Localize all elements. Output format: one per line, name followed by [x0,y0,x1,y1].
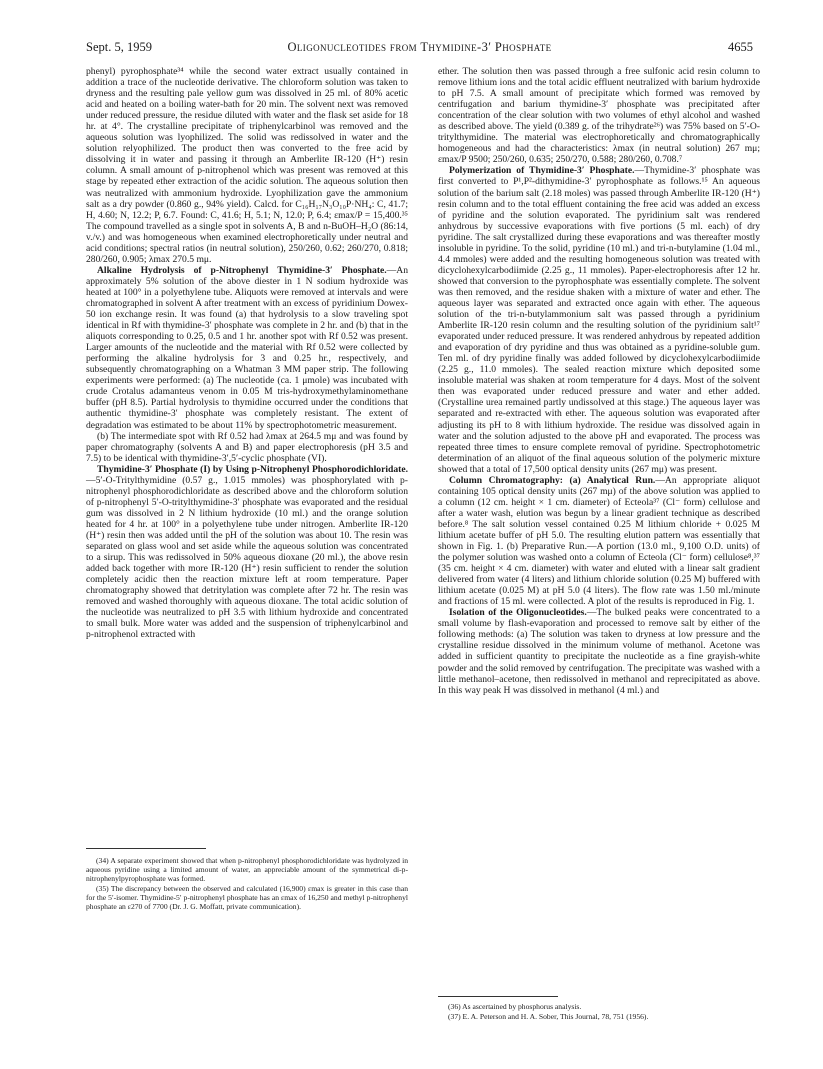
footnote: (35) The discrepancy between the observed and calculated (16,900) εmax is greater in this case than for the 5′-isomer. Thymidine-5′ p-nitrophenyl phosphate has an εmax of 16,250 and methyl p-nitrophenyl phosphate an ε270 of 7700 (Dr. J. G. Moffatt, private communication). [86,884,408,912]
section-heading: Alkaline Hydrolysis of p-Nitrophenyl Thymidine-3′ Phosphate. [97,264,387,276]
page-number: 4655 [728,40,753,54]
section-heading: Column Chromatography: (a) Analytical Run. [449,474,656,486]
paragraph [438,607,760,695]
header-title: Oligonucleotides from Thymidine-3′ Phosphate [287,40,552,54]
paragraph-text: —5′-O-Tritylthymidine (0.57 g., 1.015 mmoles) was phosphorylated with p-nitrophenyl phosphorodichloridate as described above and the chloroform solution of p-nitrophenyl 5′-O-tritylthymidine-3′ phosphate was evaporated and the residual gum was dissolved in 2 N lithium hydroxide (10 ml.) and the orange solution heated for 4 hr. at 100° in a polyethylene tube under nitrogen. Amberlite IR-120 (H⁺) resin then was added until the pH of the solution was about 10. The resin was separated on glass wool and set aside while the aqueous solution was concentrated to a sirup. This was redissolved in 50% aqueous dioxane (20 ml.), the above resin added back together with more IR-120 (H⁺) resin sufficient to render the solution completely acidic then the reaction mixture left at room temperature. Paper chromatography showed that detritylation was complete after 72 hr. The resin was removed and washed thoroughly with aqueous dioxane. The total acidic solution of the nucleotide was neutralized to pH 3.5 with lithium hydroxide and concentrated to small bulk. More water was added and the suspension of triphenylcarbinol and p-nitrophenol extracted with [86,474,408,641]
footnote: (34) A separate experiment showed that when p-nitrophenyl phosphorodichloridate was hydrolyzed in aqueous pyridine using a limited amount of water, an appreciable amount of the symmetrical di-p-nitrophenylpyrophosphate was formed. [86,856,408,884]
running-header [86,40,753,56]
paragraph-text: —Thymidine-3′ phosphate was first converted to P¹,P²-dithymidine-3′ pyrophosphate as follows.¹⁵ An aqueous solution of the barium salt (2.18 moles) was passed through Amberlite IR-120 (H⁺) resin column and to the total effluent containing the free acid was added an excess of pyridine and the solution evaporated. The pyridinium salt was rendered anhydrous by successive evaporations with five portions (5 ml. each) of dry pyridine. The salt crystallized during these evaporations and was thereafter mostly insoluble in pyridine. To the solid, pyridine (10 ml.) and tri-n-butylamine (1.04 ml., 4.4 mmoles) were added and the resulting homogeneous solution was treated with dicyclohexylcarbodiimide (2.25 g., 11 mmoles). Paper-electrophoresis after 12 hr. showed that conversion to the pyrophosphate was essentially complete. The solvent was then removed, and the residue shaken with a mixture of water and ether. The aqueous layer was separated and extracted once again with ether. The aqueous solution of the tri-n-butylammonium salt was passed through a pyridinium Amberlite IR-120 resin column and the resulting solution of the pyridinium salt¹⁷ evaporated under reduced pressure. It was rendered anhydrous by repeated addition and evaporation of dry pyridine and thus was obtained as a pyridine-soluble gum. Ten ml. of dry pyridine finally was added followed by dicyclohexylcarbodiimide (2.25 g., 11.0 mmoles). The sealed reaction mixture which deposited some insoluble material was shaken at room temperature for 4 days. Most of the solvent then was evaporated under reduced pressure and water and ether added. (Crystalline urea remained partly undissolved at this stage.) The aqueous layer was separated and re-extracted with ether. The aqueous solution was evaporated after adjusting its pH to 8 with lithium hydroxide. The residue was dissolved again in water and the solution adjusted to the above pH and evaporated. The process was repeated three times to ensure complete removal of pyridine. Spectrophotometric determination of an aliquot of the final aqueous solution of the polymeric mixture showed that a total of 17,500 optical density units (267 mμ) was present. [438,165,761,475]
section-heading: Thymidine-3′ Phosphate (I) by Using p-Nitrophenyl Phosphorodichloridate. [97,463,408,475]
paragraph-text: —The bulked peaks were concentrated to a small volume by flash-evaporation and processed to remove salt by either of the following methods: (a) The solution was taken to dryness at low pressure and the crystalline residue dissolved in the minimum volume of methanol. Acetone was added in sufficient quantity to precipitate the nucleotide as a fine grayish-white powder and the solid removed by centrifugation. The precipitate was washed with a little methanol–acetone, then redissolved in methanol and reprecipitated as above. In this way peak H was dissolved in methanol (4 ml.) and [438,607,760,696]
footnote: (36) As ascertained by phosphorus analysis. [448,1002,582,1011]
paragraph [438,475,760,608]
footnote: (37) E. A. Peterson and H. A. Sober, This Journal, 78, 751 (1956). [448,1012,649,1022]
paragraph [438,165,760,474]
section-heading: Isolation of the Oligonucleotides. [449,607,587,619]
section-heading: Polymerization of Thymidine-3′ Phosphate. [449,165,635,177]
paragraph [86,464,408,641]
paragraph: (b) The intermediate spot with Rf 0.52 had λmax at 264.5 mμ and was found by paper chromatography (solvents A and B) and paper electrophoresis (pH 3.5 and 7.5) to be identical with thymidine-3′,5′-cyclic phosphate (VI). [86,430,408,464]
right-column [438,66,760,696]
footnote-rule [86,848,206,849]
paragraph: ether. The solution then was passed through a free sulfonic acid resin column to remove lithium ions and the total acidic effluent neutralized with barium hydroxide to pH 7.5. A small amount of precipitate which formed was removed by centrifugation and barium thymidine-3′ phosphate was precipitated after concentration of the clear solution with two volumes of ethyl alcohol and washed as described above. The yield (0.389 g. of the trihydrate²⁶) was 75% based on 5′-O-tritylthymidine. The material was electrophoretically and chromatographically homogeneous and had the characteristics: λmax (in neutral solution) 267 mμ; εmax/P 9500; 250/260, 0.635; 250/270, 0.588; 280/260, 0.708.⁷ [438,66,760,166]
footnotes-left [86,856,408,913]
header-date: Sept. 5, 1959 [86,40,152,54]
paragraph-text: —An appropriate aliquot containing 105 optical density units (267 mμ) of the above solution was applied to a column (12 cm. height × 1 cm. diameter) of Ecteola³⁷ (Cl⁻ form) cellulose and after a water wash, elution was begun by a linear gradient technique as described before.⁸ The salt solution vessel contained 0.25 M lithium chloride + 0.025 M lithium acetate buffer of pH 5.0. The resulting elution pattern was essentially that shown in Fig. 1. (b) Preparative Run.—A portion (13.0 ml., 9,100 O.D. units) of the polymer solution was washed onto a column of Ecteola (Cl⁻ form) cellulose⁸,³⁷ (35 cm. height × 4 cm. diameter) with water and eluted with a linear salt gradient delivered from water (4 liters) and lithium chloride solution (0.25 M) buffered with lithium acetate (0.025 M) at pH 5.0 (4 liters). The flow rate was 1.50 ml./minute and fractions of 15 ml. were collected. A plot of the results is reproduced in Fig. 1. [438,474,760,608]
paragraph [86,265,408,431]
footnotes-right [438,1002,760,1022]
footnote-rule [438,996,558,997]
paragraph: phenyl) pyrophosphate³⁴ while the second water extract usually contained in addition a trace of the nucleotide derivative. The chloroform solution was taken to dryness and the resulting pale yellow gum was dissolved in 25 ml. of 80% acetic acid and heated on a boiling water-bath for 20 min. The solvent next was removed under reduced pressure, the residue diluted with water and the flask set aside for 18 hr. at 4°. The crystalline precipitate of triphenylcarbinol was removed and the aqueous solution was lyophilized. The solid was redissolved in water and the solution relyophilized. The product then was converted to the free acid by dissolving it in water and passing it through an Amberlite IR-120 (H⁺) resin column. A small amount of p-nitrophenol which was present was removed at this stage by repeated ether extraction of the acidic solution. The aqueous solution then was neutralized with ammonium hydroxide. Lyophilization gave the ammonium salt as a dry powder (0.860 g., 94% yield). Calcd. for C₁₆H₁₇N₃O₁₀P·NH₄: C, 41.7; H, 4.60; N, 12.2; P, 6.7. Found: C, 41.6; H, 5.1; N, 12.0; P, 6.4; εmax/P = 15,400.³⁵ The compound travelled as a single spot in solvents A, B and n-BuOH–H₂O (86:14, v./v.) and was homogeneous when examined electrophoretically under neutral and acid conditions; spectral ratios (in neutral solution), 250/260, 0.62; 260/270, 0.818; 280/260, 0.905; λmax 270.5 mμ. [86,66,408,265]
paragraph-text: —An approximately 5% solution of the above diester in 1 N sodium hydroxide was heated at 100° in a polyethylene tube. Aliquots were removed at intervals and were chromatographed in solvent A after treatment with an excess of pyridinium Dowex-50 ion exchange resin. It was found (a) that hydrolysis to a slow traveling spot identical in Rf with thymidine-3′ phosphate was complete in 2 hr. and (b) that in the aliquots corresponding to 0.25, 0.5 and 1 hr. another spot with Rf 0.52 was present. Larger amounts of the nucleotide and the material with Rf 0.52 were collected by performing the alkaline hydrolysis for 3 and 0.25 hr., respectively, and subsequently chromatographing on a Whatman 3 MM paper strip. The following experiments were performed: (a) The nucleotide (ca. 1 μmole) was incubated with crude Crotalus adamanteus venom in 0.05 M tris-hydroxymethylaminomethane buffer (pH 8.5). Partial hydrolysis to thymidine occurred under the conditions that authentic thymidine-3′ phosphate was completely resistant. The extent of degradation was estimated to be about 11% by spectrophotometric measurement. [86,264,408,431]
left-column [86,66,408,640]
